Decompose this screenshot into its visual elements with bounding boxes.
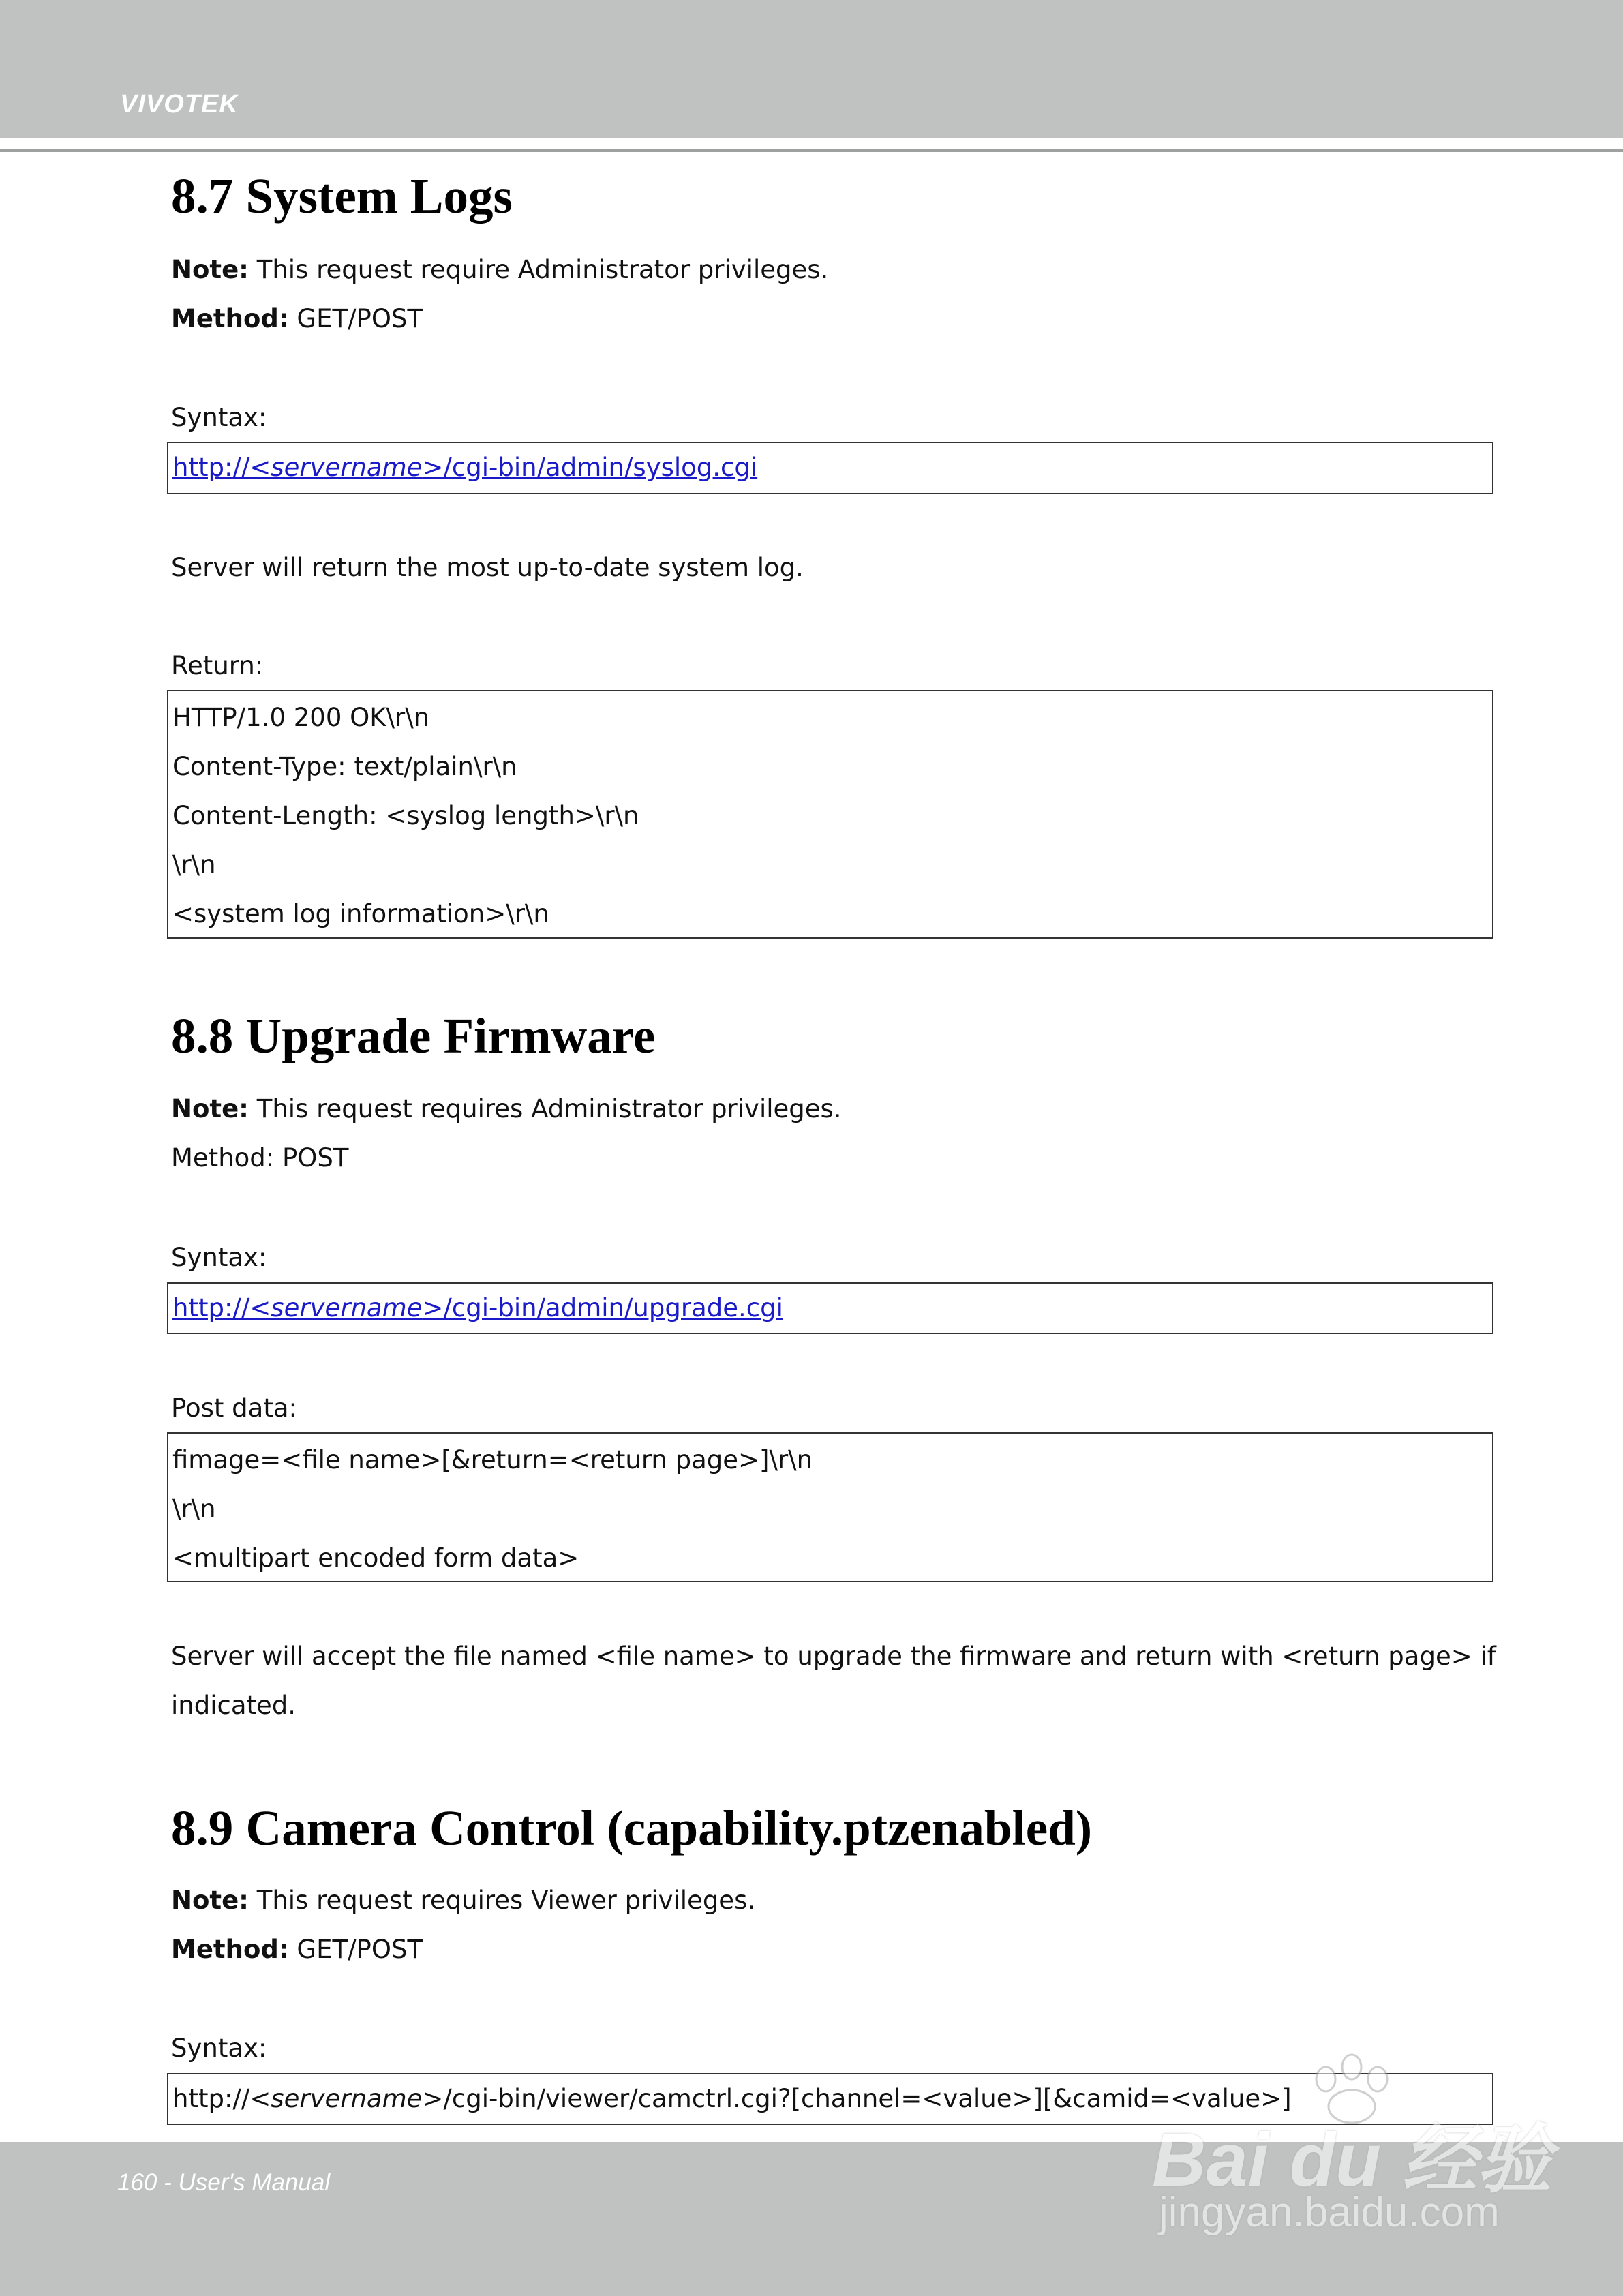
syntax-box <box>167 442 1493 494</box>
method-line <box>171 304 423 334</box>
syslog-url-link[interactable] <box>172 453 757 483</box>
post-data-box <box>167 1432 1493 1582</box>
syntax-label: Syntax: <box>171 403 267 432</box>
description: Server will return the most up-to-date system log. <box>171 553 804 582</box>
url-prefix: http://< <box>172 2084 271 2113</box>
url-suffix: >/cgi-bin/admin/upgrade.cgi <box>422 1293 783 1323</box>
return-line: Content-Length: <syslog length>\r\n <box>172 801 639 830</box>
method-label: Method: <box>171 304 289 333</box>
note-text: This request requires Administrator privileges. <box>248 1094 842 1123</box>
header-rule <box>0 149 1623 152</box>
upgrade-url-link[interactable] <box>172 1293 783 1323</box>
note-label: Note: <box>171 1886 249 1915</box>
syntax-box <box>167 1282 1493 1334</box>
url-suffix: >/cgi-bin/admin/syslog.cgi <box>422 453 758 482</box>
note-text: This request requires Viewer privileges. <box>248 1886 756 1915</box>
post-data-line: fimage=<file name>[&return=<return page>]\r\n <box>172 1445 813 1475</box>
return-line: HTTP/1.0 200 OK\r\n <box>172 703 430 732</box>
method-text: GET/POST <box>288 304 423 333</box>
url-servername: servername <box>271 1293 423 1323</box>
note-line <box>171 255 828 285</box>
method-line <box>171 1935 423 1965</box>
method-text: GET/POST <box>288 1935 423 1964</box>
section-title-system-logs: 8.7 System Logs <box>171 168 513 224</box>
baidu-watermark <box>1152 2052 1552 2243</box>
section-title-upgrade-firmware: 8.8 Upgrade Firmware <box>171 1008 656 1063</box>
method-label: Method: <box>171 1935 289 1964</box>
post-data-line: <multipart encoded form data> <box>172 1543 579 1573</box>
brand-logo: VIVOTEK <box>120 90 239 119</box>
page-number-label: 160 - User's Manual <box>117 2169 331 2196</box>
syntax-label: Syntax: <box>171 2034 267 2063</box>
url-servername: servername <box>271 453 423 482</box>
camctrl-url <box>172 2084 1292 2114</box>
return-label: Return: <box>171 651 264 680</box>
return-line: Content-Type: text/plain\r\n <box>172 752 517 781</box>
url-suffix: >/cgi-bin/viewer/camctrl.cgi?[channel=<value>][&camid=<value>] <box>422 2084 1292 2113</box>
url-prefix: http://< <box>172 1293 271 1323</box>
watermark-brand: Bai du 经验 <box>1152 2118 1552 2202</box>
post-data-label: Post data: <box>171 1393 297 1423</box>
url-servername: servername <box>271 2084 423 2113</box>
note-label: Note: <box>171 255 249 284</box>
return-line: <system log information>\r\n <box>172 899 549 928</box>
note-line <box>171 1094 842 1124</box>
url-prefix: http://< <box>172 453 271 482</box>
watermark-url: jingyan.baidu.com <box>1159 2189 1500 2236</box>
syntax-label: Syntax: <box>171 1243 267 1272</box>
page-header <box>0 0 1623 138</box>
note-text: This request require Administrator privileges. <box>248 255 829 284</box>
section-title-camera-control: 8.9 Camera Control (capability.ptzenabled) <box>171 1800 1093 1856</box>
return-line: \r\n <box>172 850 216 879</box>
return-box <box>167 690 1493 939</box>
method-line: Method: POST <box>171 1143 349 1173</box>
description-continued: indicated. <box>171 1691 297 1720</box>
note-label: Note: <box>171 1094 249 1123</box>
description: Server will accept the file named <file name> to upgrade the firmware and return with <return page> if <box>171 1642 1496 1671</box>
note-line <box>171 1886 755 1916</box>
post-data-line: \r\n <box>172 1494 216 1524</box>
